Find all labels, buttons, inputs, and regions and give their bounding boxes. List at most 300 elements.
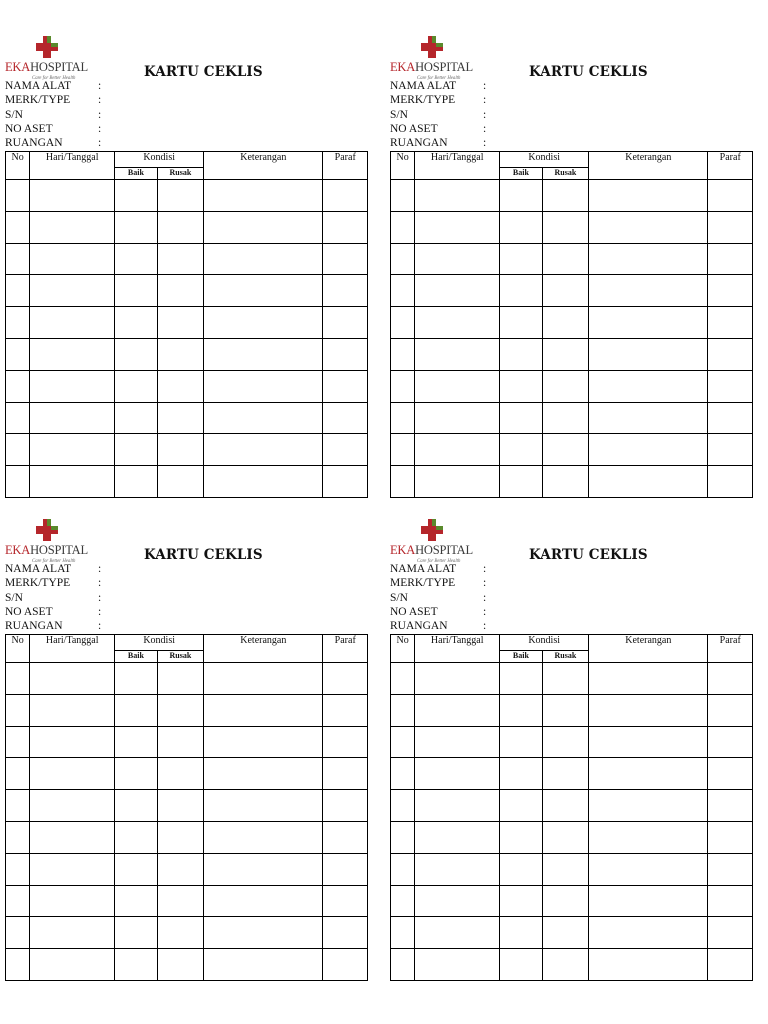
table-cell[interactable]	[500, 949, 542, 981]
table-cell[interactable]	[708, 917, 753, 949]
table-cell[interactable]	[30, 885, 115, 917]
field-colon: :	[98, 620, 102, 633]
table-row	[391, 790, 753, 822]
table-cell[interactable]	[204, 211, 323, 243]
field-label: S/N	[390, 591, 408, 604]
table-cell[interactable]	[589, 434, 708, 466]
table-cell[interactable]	[391, 370, 415, 402]
table-cell[interactable]	[30, 307, 115, 339]
table-cell[interactable]	[115, 243, 157, 275]
table-cell[interactable]	[708, 663, 753, 695]
table-cell[interactable]	[323, 180, 368, 212]
table-cell[interactable]	[415, 917, 500, 949]
table-row	[6, 853, 368, 885]
table-cell[interactable]	[500, 663, 542, 695]
table-cell[interactable]	[415, 663, 500, 695]
table-cell[interactable]	[542, 370, 589, 402]
table-cell[interactable]	[415, 694, 500, 726]
table-cell[interactable]	[6, 466, 30, 498]
table-row	[391, 821, 753, 853]
table-cell[interactable]	[391, 466, 415, 498]
table-cell[interactable]	[708, 402, 753, 434]
checklist-body	[391, 180, 753, 498]
table-cell[interactable]	[500, 402, 542, 434]
table-cell[interactable]	[415, 275, 500, 307]
table-cell[interactable]	[391, 180, 415, 212]
table-cell[interactable]	[542, 243, 589, 275]
table-cell[interactable]	[115, 821, 157, 853]
table-cell[interactable]	[391, 821, 415, 853]
table-cell[interactable]	[589, 790, 708, 822]
table-cell[interactable]	[6, 402, 30, 434]
table-cell[interactable]	[589, 853, 708, 885]
checklist-table	[5, 634, 368, 981]
table-cell[interactable]	[323, 790, 368, 822]
table-cell[interactable]	[589, 370, 708, 402]
table-cell[interactable]	[323, 211, 368, 243]
table-cell[interactable]	[30, 275, 115, 307]
table-cell[interactable]	[708, 466, 753, 498]
field-label: RUANGAN	[5, 137, 63, 150]
table-cell[interactable]	[204, 663, 323, 695]
table-cell[interactable]	[391, 726, 415, 758]
table-cell[interactable]	[6, 180, 30, 212]
table-cell[interactable]	[157, 275, 204, 307]
table-cell[interactable]	[115, 307, 157, 339]
table-cell[interactable]	[157, 821, 204, 853]
table-cell[interactable]	[323, 338, 368, 370]
table-cell[interactable]	[542, 211, 589, 243]
table-cell[interactable]	[589, 307, 708, 339]
table-cell[interactable]	[500, 211, 542, 243]
table-cell[interactable]	[204, 885, 323, 917]
table-cell[interactable]	[708, 370, 753, 402]
logo-brand-second: HOSPITAL	[30, 60, 88, 74]
table-cell[interactable]	[542, 663, 589, 695]
table-row	[391, 466, 753, 498]
table-cell[interactable]	[391, 434, 415, 466]
table-cell[interactable]	[589, 402, 708, 434]
field-label: NAMA ALAT	[390, 80, 457, 92]
table-cell[interactable]	[500, 243, 542, 275]
table-cell[interactable]	[500, 434, 542, 466]
table-cell[interactable]	[542, 758, 589, 790]
medical-cross-icon	[420, 518, 444, 542]
table-cell[interactable]	[204, 370, 323, 402]
table-cell[interactable]	[500, 307, 542, 339]
table-cell[interactable]	[6, 949, 30, 981]
table-cell[interactable]	[323, 694, 368, 726]
table-cell[interactable]	[204, 726, 323, 758]
table-cell[interactable]	[157, 885, 204, 917]
table-cell[interactable]	[589, 243, 708, 275]
table-cell[interactable]	[391, 694, 415, 726]
medical-cross-icon	[35, 35, 59, 59]
table-cell[interactable]	[708, 821, 753, 853]
table-cell[interactable]	[589, 694, 708, 726]
table-cell[interactable]	[415, 885, 500, 917]
table-cell[interactable]	[542, 949, 589, 981]
logo-brand-second: HOSPITAL	[30, 543, 88, 557]
table-cell[interactable]	[157, 243, 204, 275]
field-colon: :	[483, 577, 487, 590]
table-cell[interactable]	[542, 821, 589, 853]
table-cell[interactable]	[204, 434, 323, 466]
table-cell[interactable]	[589, 885, 708, 917]
table-cell[interactable]	[708, 275, 753, 307]
table-cell[interactable]	[30, 370, 115, 402]
table-cell[interactable]	[157, 853, 204, 885]
table-cell[interactable]	[708, 211, 753, 243]
table-cell[interactable]	[589, 211, 708, 243]
table-cell[interactable]	[157, 338, 204, 370]
table-cell[interactable]	[6, 790, 30, 822]
table-cell[interactable]	[415, 338, 500, 370]
checklist-table	[5, 151, 368, 498]
field-label: NAMA ALAT	[5, 80, 72, 92]
table-cell[interactable]	[323, 275, 368, 307]
table-cell[interactable]	[204, 853, 323, 885]
table-cell[interactable]	[6, 821, 30, 853]
table-row	[6, 307, 368, 339]
table-cell[interactable]	[115, 180, 157, 212]
table-cell[interactable]	[30, 434, 115, 466]
table-cell[interactable]	[204, 917, 323, 949]
table-cell[interactable]	[30, 790, 115, 822]
table-cell[interactable]	[542, 338, 589, 370]
table-cell[interactable]	[204, 949, 323, 981]
table-cell[interactable]	[115, 917, 157, 949]
logo-tagline: Care for Better Health	[417, 559, 461, 564]
table-cell[interactable]	[708, 758, 753, 790]
table-cell[interactable]	[391, 211, 415, 243]
table-cell[interactable]	[115, 853, 157, 885]
table-row	[6, 726, 368, 758]
table-cell[interactable]	[115, 790, 157, 822]
table-cell[interactable]	[391, 243, 415, 275]
table-cell[interactable]	[6, 275, 30, 307]
table-cell[interactable]	[323, 758, 368, 790]
table-cell[interactable]	[500, 917, 542, 949]
table-cell[interactable]	[708, 307, 753, 339]
table-cell[interactable]	[415, 790, 500, 822]
table-cell[interactable]	[157, 307, 204, 339]
table-cell[interactable]	[30, 180, 115, 212]
table-cell[interactable]	[708, 338, 753, 370]
table-cell[interactable]	[542, 885, 589, 917]
table-cell[interactable]	[157, 180, 204, 212]
table-cell[interactable]	[6, 434, 30, 466]
table-cell[interactable]	[542, 307, 589, 339]
table-row	[6, 243, 368, 275]
eka-hospital-logo	[5, 35, 95, 83]
header-broken: Rusak	[157, 651, 204, 663]
table-cell[interactable]	[30, 694, 115, 726]
table-cell[interactable]	[415, 402, 500, 434]
table-cell[interactable]	[204, 821, 323, 853]
table-cell[interactable]	[30, 243, 115, 275]
field-colon: :	[483, 563, 487, 575]
table-cell[interactable]	[6, 694, 30, 726]
table-cell[interactable]	[323, 370, 368, 402]
table-cell[interactable]	[542, 402, 589, 434]
table-row	[391, 663, 753, 695]
table-cell[interactable]	[30, 726, 115, 758]
table-cell[interactable]	[589, 726, 708, 758]
table-cell[interactable]	[204, 243, 323, 275]
table-cell[interactable]	[323, 821, 368, 853]
table-cell[interactable]	[415, 466, 500, 498]
table-cell[interactable]	[500, 180, 542, 212]
table-cell[interactable]	[204, 402, 323, 434]
table-cell[interactable]	[391, 790, 415, 822]
table-cell[interactable]	[157, 758, 204, 790]
table-cell[interactable]	[708, 180, 753, 212]
table-cell[interactable]	[115, 211, 157, 243]
table-cell[interactable]	[115, 338, 157, 370]
table-cell[interactable]	[708, 726, 753, 758]
table-cell[interactable]	[30, 402, 115, 434]
table-cell[interactable]	[6, 211, 30, 243]
table-cell[interactable]	[589, 949, 708, 981]
table-cell[interactable]	[589, 917, 708, 949]
table-cell[interactable]	[542, 275, 589, 307]
table-cell[interactable]	[542, 434, 589, 466]
table-cell[interactable]	[500, 790, 542, 822]
table-cell[interactable]	[391, 885, 415, 917]
field-colon: :	[483, 605, 487, 618]
table-cell[interactable]	[204, 466, 323, 498]
table-cell[interactable]	[115, 370, 157, 402]
table-cell[interactable]	[6, 758, 30, 790]
table-cell[interactable]	[500, 821, 542, 853]
table-cell[interactable]	[391, 917, 415, 949]
table-cell[interactable]	[415, 758, 500, 790]
table-cell[interactable]	[500, 466, 542, 498]
header-sign: Paraf	[323, 152, 368, 180]
table-cell[interactable]	[589, 758, 708, 790]
table-cell[interactable]	[708, 243, 753, 275]
table-cell[interactable]	[391, 663, 415, 695]
table-cell[interactable]	[204, 275, 323, 307]
table-cell[interactable]	[708, 790, 753, 822]
table-row	[6, 402, 368, 434]
table-cell[interactable]	[542, 726, 589, 758]
header-condition: Kondisi	[500, 635, 589, 651]
table-cell[interactable]	[157, 949, 204, 981]
header-no: No	[391, 635, 415, 663]
table-cell[interactable]	[589, 275, 708, 307]
table-cell[interactable]	[589, 466, 708, 498]
header-good: Baik	[115, 168, 157, 180]
table-cell[interactable]	[157, 726, 204, 758]
table-cell[interactable]	[323, 917, 368, 949]
table-cell[interactable]	[30, 758, 115, 790]
table-cell[interactable]	[415, 949, 500, 981]
table-cell[interactable]	[391, 338, 415, 370]
table-cell[interactable]	[500, 726, 542, 758]
table-cell[interactable]	[589, 663, 708, 695]
table-cell[interactable]	[115, 402, 157, 434]
table-cell[interactable]	[415, 243, 500, 275]
table-row	[6, 663, 368, 695]
table-cell[interactable]	[391, 402, 415, 434]
table-cell[interactable]	[204, 338, 323, 370]
table-cell[interactable]	[115, 726, 157, 758]
table-cell[interactable]	[589, 338, 708, 370]
table-cell[interactable]	[323, 853, 368, 885]
table-cell[interactable]	[323, 434, 368, 466]
logo-brand-first: EKA	[5, 60, 31, 74]
checklist-table	[390, 151, 753, 498]
table-row	[391, 853, 753, 885]
field-label: MERK/TYPE	[5, 94, 71, 107]
table-cell[interactable]	[542, 466, 589, 498]
table-cell[interactable]	[542, 853, 589, 885]
table-cell[interactable]	[589, 821, 708, 853]
header-sign: Paraf	[708, 635, 753, 663]
table-cell[interactable]	[6, 370, 30, 402]
table-cell[interactable]	[204, 790, 323, 822]
table-cell[interactable]	[323, 402, 368, 434]
field-label: NAMA ALAT	[390, 563, 457, 575]
table-cell[interactable]	[157, 211, 204, 243]
header-date: Hari/Tanggal	[30, 152, 115, 180]
table-cell[interactable]	[415, 211, 500, 243]
table-cell[interactable]	[30, 663, 115, 695]
table-cell[interactable]	[204, 694, 323, 726]
table-cell[interactable]	[115, 694, 157, 726]
table-cell[interactable]	[115, 275, 157, 307]
table-cell[interactable]	[415, 180, 500, 212]
table-cell[interactable]	[415, 726, 500, 758]
table-cell[interactable]	[204, 758, 323, 790]
table-cell[interactable]	[157, 466, 204, 498]
checklist-table	[390, 634, 753, 981]
table-cell[interactable]	[391, 758, 415, 790]
header-broken: Rusak	[157, 168, 204, 180]
table-cell[interactable]	[708, 853, 753, 885]
field-label: MERK/TYPE	[5, 577, 71, 590]
table-cell[interactable]	[115, 466, 157, 498]
table-cell[interactable]	[500, 885, 542, 917]
table-cell[interactable]	[415, 434, 500, 466]
eka-hospital-logo	[390, 35, 480, 83]
table-cell[interactable]	[391, 853, 415, 885]
table-cell[interactable]	[6, 885, 30, 917]
table-cell[interactable]	[415, 821, 500, 853]
table-cell[interactable]	[6, 307, 30, 339]
table-row	[6, 211, 368, 243]
table-cell[interactable]	[30, 917, 115, 949]
table-cell[interactable]	[6, 663, 30, 695]
table-cell[interactable]	[30, 211, 115, 243]
table-cell[interactable]	[157, 370, 204, 402]
table-cell[interactable]	[391, 307, 415, 339]
table-cell[interactable]	[708, 694, 753, 726]
table-cell[interactable]	[542, 790, 589, 822]
table-cell[interactable]	[323, 949, 368, 981]
card-title: KARTU CEKLIS	[529, 547, 648, 563]
table-cell[interactable]	[157, 790, 204, 822]
table-cell[interactable]	[708, 885, 753, 917]
table-cell[interactable]	[204, 307, 323, 339]
table-cell[interactable]	[323, 663, 368, 695]
field-colon: :	[98, 577, 102, 590]
table-cell[interactable]	[115, 949, 157, 981]
table-cell[interactable]	[30, 338, 115, 370]
table-cell[interactable]	[157, 402, 204, 434]
table-cell[interactable]	[204, 180, 323, 212]
table-cell[interactable]	[115, 885, 157, 917]
checklist-body	[6, 180, 368, 498]
table-cell[interactable]	[500, 853, 542, 885]
table-cell[interactable]	[542, 917, 589, 949]
table-cell[interactable]	[500, 758, 542, 790]
table-cell[interactable]	[589, 180, 708, 212]
table-cell[interactable]	[323, 726, 368, 758]
table-cell[interactable]	[30, 821, 115, 853]
table-cell[interactable]	[708, 949, 753, 981]
table-row	[6, 821, 368, 853]
table-cell[interactable]	[500, 694, 542, 726]
table-cell[interactable]	[500, 338, 542, 370]
table-cell[interactable]	[542, 694, 589, 726]
table-cell[interactable]	[323, 885, 368, 917]
table-cell[interactable]	[323, 307, 368, 339]
table-row	[6, 370, 368, 402]
table-cell[interactable]	[391, 949, 415, 981]
table-cell[interactable]	[6, 338, 30, 370]
table-cell[interactable]	[30, 466, 115, 498]
table-cell[interactable]	[157, 694, 204, 726]
checklist-card	[5, 518, 368, 988]
table-cell[interactable]	[115, 758, 157, 790]
table-cell[interactable]	[415, 853, 500, 885]
table-row	[391, 758, 753, 790]
table-cell[interactable]	[323, 243, 368, 275]
table-cell[interactable]	[30, 949, 115, 981]
table-cell[interactable]	[500, 275, 542, 307]
table-cell[interactable]	[415, 307, 500, 339]
table-cell[interactable]	[500, 370, 542, 402]
table-cell[interactable]	[6, 243, 30, 275]
logo-brand-first: EKA	[5, 543, 31, 557]
table-cell[interactable]	[157, 663, 204, 695]
logo-tagline: Care for Better Health	[32, 76, 76, 81]
field-label: NO ASET	[390, 122, 438, 135]
table-row	[391, 949, 753, 981]
table-cell[interactable]	[323, 466, 368, 498]
table-cell[interactable]	[115, 434, 157, 466]
table-cell[interactable]	[115, 663, 157, 695]
header-no: No	[6, 152, 30, 180]
table-cell[interactable]	[542, 180, 589, 212]
logo-tagline: Care for Better Health	[32, 559, 76, 564]
table-cell[interactable]	[157, 434, 204, 466]
table-row	[6, 949, 368, 981]
field-colon: :	[483, 80, 487, 92]
table-cell[interactable]	[30, 853, 115, 885]
table-cell[interactable]	[708, 434, 753, 466]
table-cell[interactable]	[415, 370, 500, 402]
table-cell[interactable]	[6, 917, 30, 949]
table-cell[interactable]	[157, 917, 204, 949]
logo-brand-second: HOSPITAL	[415, 543, 473, 557]
table-cell[interactable]	[391, 275, 415, 307]
table-cell[interactable]	[6, 726, 30, 758]
table-cell[interactable]	[6, 853, 30, 885]
